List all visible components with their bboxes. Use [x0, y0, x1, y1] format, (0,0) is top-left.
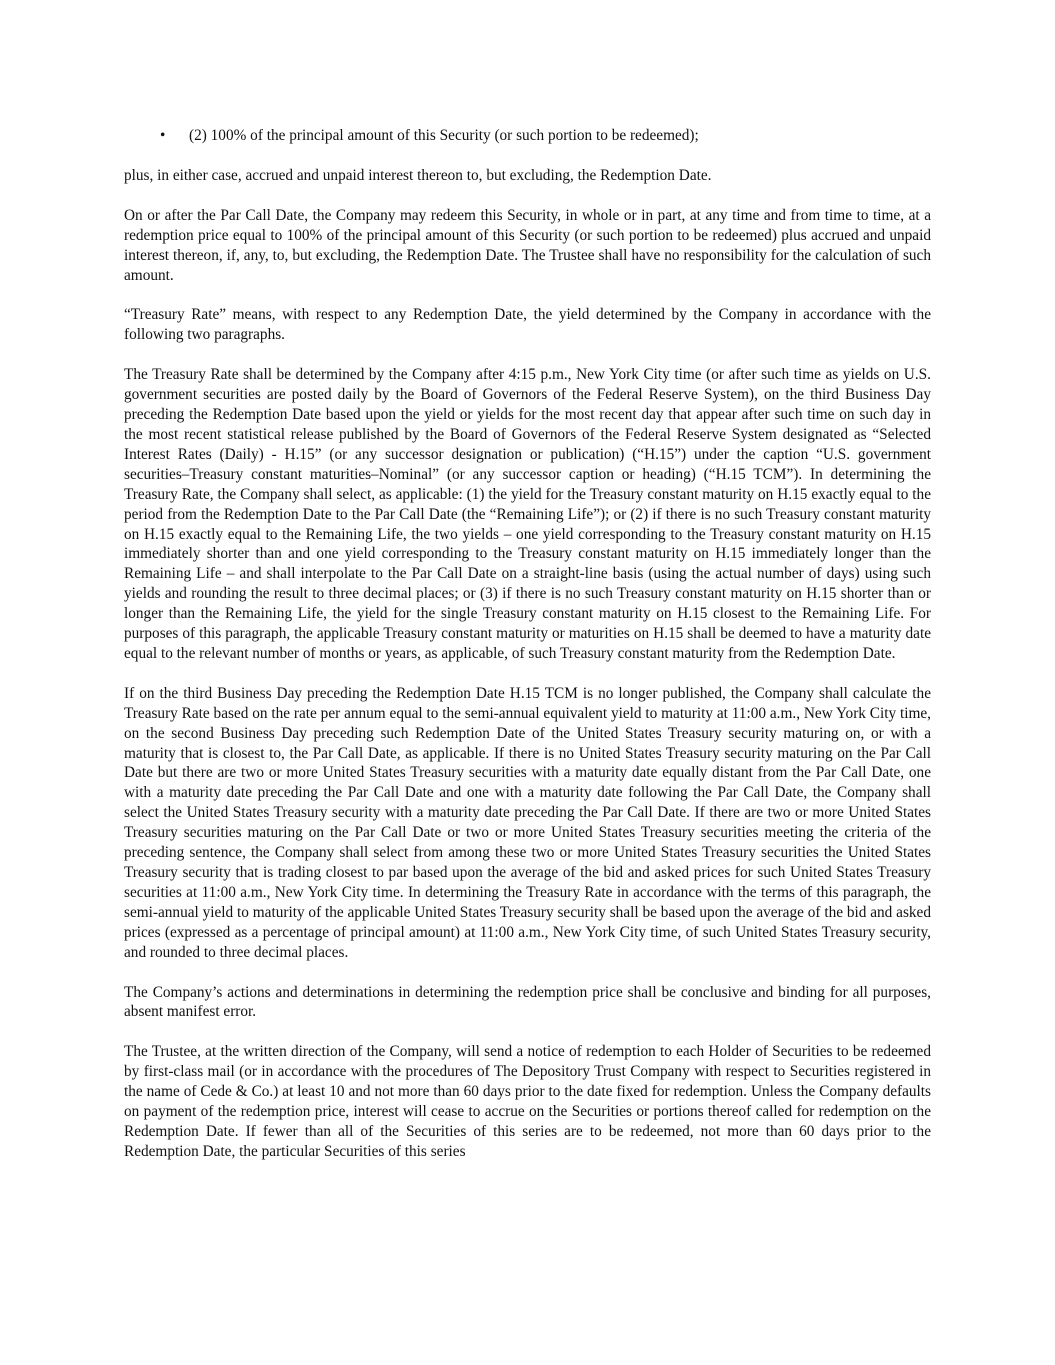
- paragraph-treasury-rate-determination: The Treasury Rate shall be determined by the Company after 4:15 p.m., New York City time (or after such time as yields on U.S. government securities are posted daily by the Board of Governors of the Federal Reserve System), on the third Business Day preceding the Redemption Date based upon the yield or yields for the most recent day that appear after such time on such day in the most recent statistical release published by the Board of Governors of the Federal Reserve System designated as “Selected Interest Rates (Daily) - H.15” (or any successor designation or publication) (“H.15”) under the caption “U.S. government securities–Treasury constant maturities–Nominal” (or any successor caption or heading) (“H.15 TCM”). In determining the Treasury Rate, the Company shall select, as applicable: (1) the yield for the Treasury constant maturity on H.15 exactly equal to the period from the Redemption Date to the Par Call Date (the “Remaining Life”); or (2) if there is no such Treasury constant maturity on H.15 exactly equal to the Remaining Life, the two yields – one yield corresponding to the Treasury constant maturity on H.15 immediately shorter than and one yield corresponding to the Treasury constant maturity on H.15 immediately longer than the Remaining Life – and shall interpolate to the Par Call Date on a straight-line basis (using the actual number of days) using such yields and rounding the result to three decimal places; or (3) if there is no such Treasury constant maturity on H.15 shorter than or longer than the Remaining Life, the yield for the single Treasury constant maturity on H.15 closest to the Remaining Life. For purposes of this paragraph, the applicable Treasury constant maturity or maturities on H.15 shall be deemed to have a maturity date equal to the relevant number of months or years, as applicable, of such Treasury constant maturity from the Redemption Date.: [124, 366, 931, 662]
- paragraph-notice-of-redemption: The Trustee, at the written direction of the Company, will send a notice of redemption to each Holder of Securities to be redeemed by first-class mail (or in accordance with the procedures of The Depository Trust Company with respect to Securities registered in the name of Cede & Co.) at least 10 and not more than 60 days prior to the date fixed for redemption. Unless the Company defaults on payment of the redemption price, interest will cease to accrue on the Securities or portions thereof called for redemption on the Redemption Date. If fewer than all of the Securities of this series are to be redeemed, not more than 60 days prior to the Redemption Date, the particular Securities of this series: [124, 1043, 931, 1160]
- paragraph-h15-not-published: If on the third Business Day preceding the Redemption Date H.15 TCM is no longer published, the Company shall calculate the Treasury Rate based on the rate per annum equal to the semi-annual equivalent yield to maturity at 11:00 a.m., New York City time, on the second Business Day preceding such Redemption Date of the United States Treasury security maturing on, or with a maturity that is closest to, the Par Call Date, as applicable. If there is no United States Treasury security maturing on the Par Call Date but there are two or more United States Treasury securities with a maturity date equally distant from the Par Call Date, one with a maturity date preceding the Par Call Date and one with a maturity date following the Par Call Date, the Company shall select the United States Treasury security with a maturity date preceding the Par Call Date. If there are two or more United States Treasury securities maturing on the Par Call Date or two or more United States Treasury securities meeting the criteria of the preceding sentence, the Company shall select from among these two or more United States Treasury securities the United States Treasury security that is trading closest to par based upon the average of the bid and asked prices for such United States Treasury securities at 11:00 a.m., New York City time. In determining the Treasury Rate in accordance with the terms of this paragraph, the semi-annual yield to maturity of the applicable United States Treasury security shall be based upon the average of the bid and asked prices (expressed as a percentage of principal amount) at 11:00 a.m., New York City time, of such United States Treasury security, and rounded to three decimal places.: [124, 684, 931, 961]
- paragraph-plus-accrued: plus, in either case, accrued and unpaid interest thereon to, but excluding, the Redemption Date.: [124, 166, 712, 184]
- paragraph-par-call: On or after the Par Call Date, the Company may redeem this Security, in whole or in part, at any time and from time to time, at a redemption price equal to 100% of the principal amount of this Security (or such portion to be redeemed) plus accrued and unpaid interest thereon, if, any, to, but excluding, the Redemption Date. The Trustee shall have no responsibility for the calculation of such amount.: [124, 206, 931, 284]
- bullet-item: [124, 126, 931, 146]
- document-page: [124, 126, 931, 1182]
- bullet-text: (2) 100% of the principal amount of this Security (or such portion to be redeemed);: [189, 127, 699, 144]
- bullet-marker: •: [160, 127, 166, 144]
- paragraph-company-determinations: The Company’s actions and determinations in determining the redemption price shall be conclusive and binding for all purposes, absent manifest error.: [124, 983, 931, 1021]
- paragraph-treasury-rate-definition: “Treasury Rate” means, with respect to any Redemption Date, the yield determined by the Company in accordance with the following two paragraphs.: [124, 306, 931, 344]
